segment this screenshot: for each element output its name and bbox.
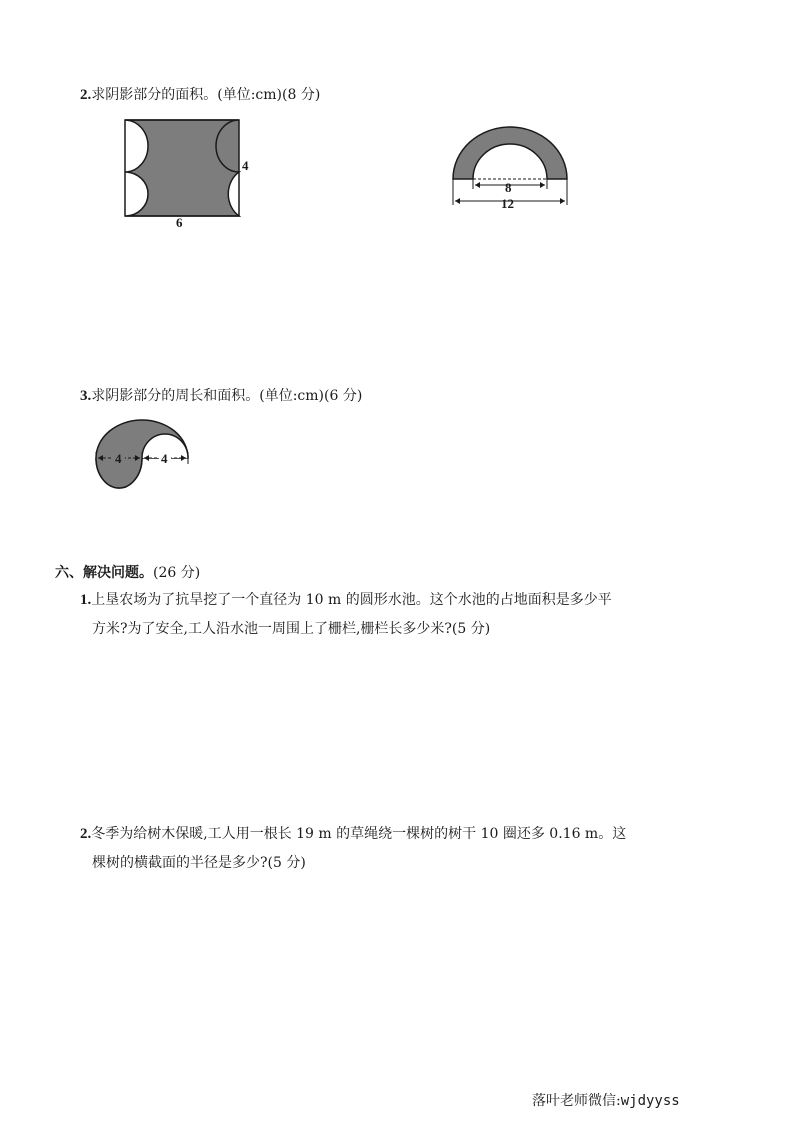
footer-label: 落叶老师微信: — [532, 1093, 621, 1109]
problem-1 — [80, 591, 612, 609]
question-number: 2. — [80, 87, 92, 103]
footer-contact — [532, 1090, 680, 1110]
problem-text-line2: 方米?为了安全,工人沿水池一周围上了栅栏,栅栏长多少米?(5 分) — [92, 621, 491, 637]
problem-2-line2 — [92, 854, 306, 872]
problem-1-line2 — [92, 620, 490, 638]
inner-diameter-label: 8 — [505, 180, 512, 195]
question-3 — [80, 387, 362, 405]
width-label: 6 — [176, 215, 183, 230]
problem-text-line1: 冬季为给树木保暖,工人用一根长 19 m 的草绳绕一棵树的树干 10 圈还多 0.16 m。这 — [91, 826, 627, 842]
problem-2 — [80, 825, 626, 843]
right-length-label: 4 — [161, 451, 168, 466]
problem-text-line1: 上垦农场为了抗旱挖了一个直径为 10 m 的圆形水池。这个水池的占地面积是多少平 — [91, 592, 612, 608]
question-text: 求阴影部分的周长和面积。(单位:cm)(6 分) — [91, 388, 363, 404]
outer-diameter-label: 12 — [501, 196, 514, 211]
section-points: (26 分) — [153, 565, 201, 581]
section-6-heading — [55, 562, 200, 582]
question-text: 求阴影部分的面积。(单位:cm)(8 分) — [91, 87, 321, 103]
shaded-ring — [453, 127, 567, 179]
problem-number: 1. — [80, 592, 92, 608]
semi-ring-figure — [445, 115, 575, 215]
question-2 — [80, 86, 320, 104]
left-length-label: 4 — [115, 451, 122, 466]
section-title: 六、解决问题。 — [55, 565, 153, 581]
rectangle-semicircle-figure — [115, 112, 255, 232]
problem-number: 2. — [80, 826, 92, 842]
swirl-figure — [88, 412, 198, 498]
question-number: 3. — [80, 388, 92, 404]
height-label: 4 — [242, 158, 249, 173]
problem-text-line2: 棵树的横截面的半径是多少?(5 分) — [92, 855, 306, 871]
footer-wechat-id: wjdyyss — [620, 1093, 680, 1109]
